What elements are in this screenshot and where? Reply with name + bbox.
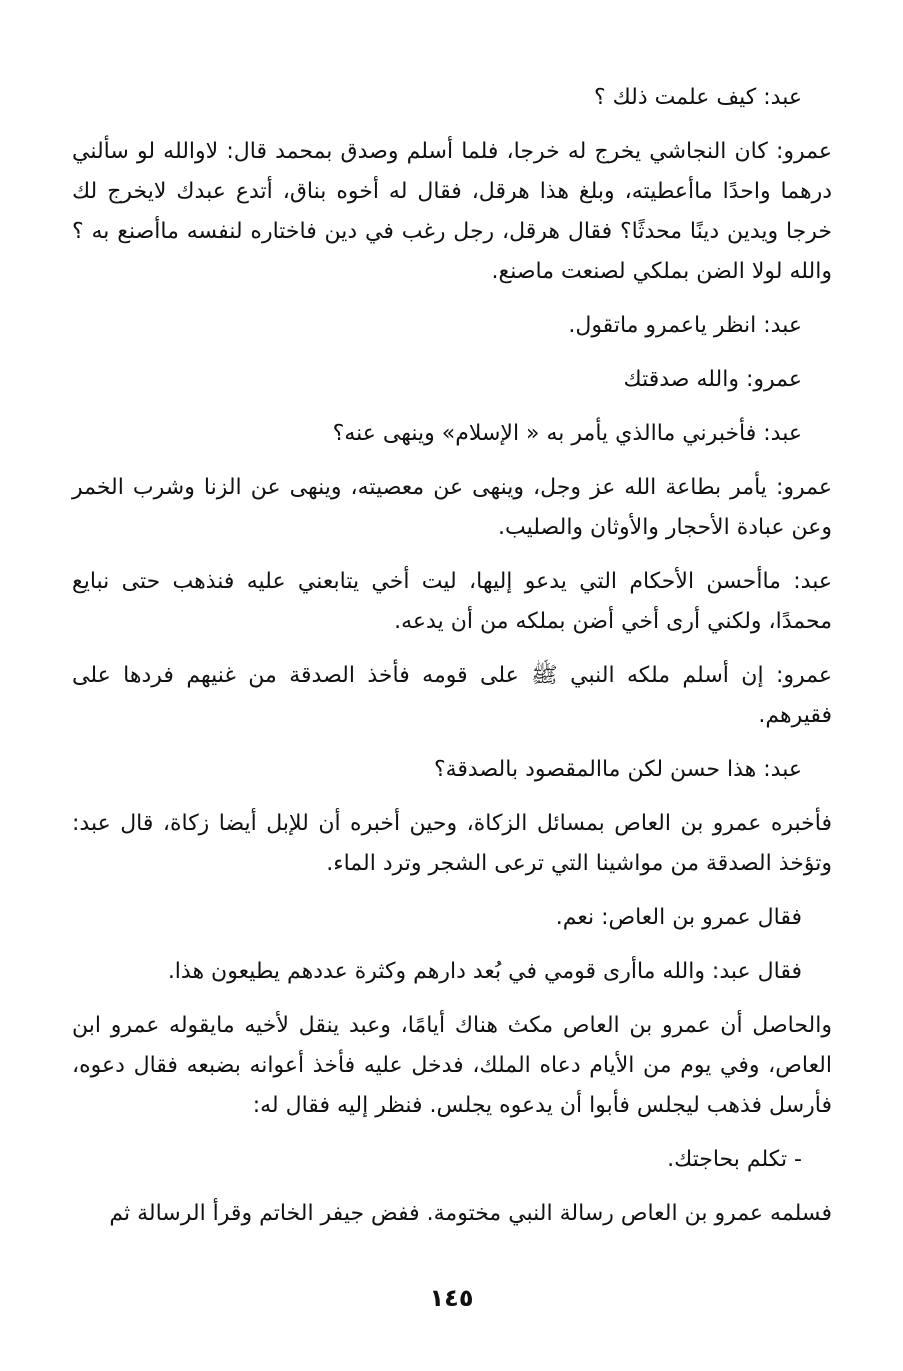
paragraph: عمرو: كان النجاشي يخرج له خرجا، فلما أسلم وصدق بمحمد قال: لاوالله لو سألني درهما واحدًا ماأعطيته، وبلغ هذا هرقل، فقال له أخوه بناق، أتدع عبدك لايخرج لك خرجا ويدين دينًا محدثًا؟ فقال هرقل، رجل رغب في دين فاختاره لنفسه ماأصنع به ؟ والله لولا الضن بملكي لصنعت ماصنع. xyxy=(72,139,832,284)
paragraph: عمرو: إن أسلم ملكه النبي ﷺ على قومه فأخذ الصدقة من غنيهم فردها على فقيرهم. xyxy=(72,663,832,728)
paragraph: عبد: انظر ياعمرو ماتقول. xyxy=(568,313,802,338)
paragraph: عمرو: يأمر بطاعة الله عز وجل، وينهى عن معصيته، وينهى عن الزنا وشرب الخمر وعن عبادة الأحجار والأوثان والصليب. xyxy=(72,475,832,540)
paragraph: فأخبره عمرو بن العاص بمسائل الزكاة، وحين أخبره أن للإبل أيضا زكاة، قال عبد: وتؤخذ الصدقة من مواشينا التي ترعى الشجر وترد الماء. xyxy=(72,811,832,876)
paragraph: عبد: فأخبرني ماالذي يأمر به « الإسلام» وينهى عنه؟ xyxy=(332,421,802,446)
page-body xyxy=(72,78,832,1248)
paragraph: عبد: كيف علمت ذلك ؟ xyxy=(593,85,802,110)
paragraph: فقال عمرو بن العاص: نعم. xyxy=(555,905,802,930)
paragraph: والحاصل أن عمرو بن العاص مكث هناك أيامًا، وعبد ينقل لأخيه مايقوله عمرو ابن العاص، وفي يوم من الأيام دعاه الملك، فدخل عليه فأخذ أعوانه بضبعه فقال دعوه، فأرسل فذهب ليجلس فأبوا أن يدعوه يجلس. فنظر إليه فقال له: xyxy=(72,1013,832,1118)
paragraph: - تكلم بحاجتك. xyxy=(667,1147,802,1172)
paragraph: فسلمه عمرو بن العاص رسالة النبي مختومة. ففض جيفر الخاتم وقرأ الرسالة ثم xyxy=(109,1201,832,1226)
page-number: ١٤٥ xyxy=(429,1284,474,1312)
paragraph: فقال عبد: والله ماأرى قومي في بُعد دارهم وكثرة عددهم يطيعون هذا. xyxy=(167,959,802,984)
paragraph: عبد: ماأحسن الأحكام التي يدعو إليها، ليت أخي يتابعني عليه فنذهب حتى نبايع محمدًا، ولكني أرى أخي أضن بملكه من أن يدعه. xyxy=(72,569,832,634)
paragraph: عبد: هذا حسن لكن ماالمقصود بالصدقة؟ xyxy=(433,757,802,782)
paragraph: عمرو: والله صدقتك xyxy=(623,367,802,392)
